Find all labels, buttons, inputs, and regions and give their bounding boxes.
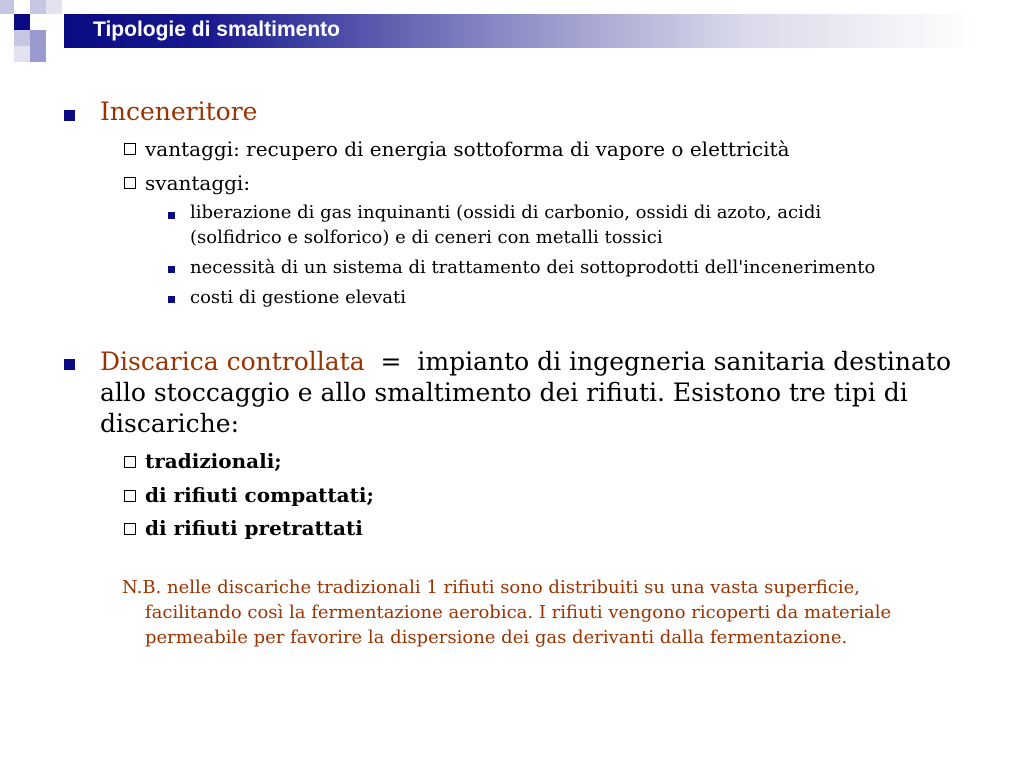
hollow-square-icon (124, 177, 136, 189)
discarica-type-3: di rifiuti pretrattati (145, 516, 363, 540)
vantaggi-text: vantaggi: recupero di energia sottoforma di vapore o elettricità (145, 137, 790, 161)
hollow-square-icon (124, 490, 136, 502)
small-bullet-icon (168, 266, 175, 273)
corner-square-dark (14, 14, 30, 30)
svantaggio-item-1a: liberazione di gas inquinanti (ossidi di carbonio, ossidi di azoto, acidi (190, 202, 822, 223)
slide-title: Tipologie di smaltimento (93, 18, 340, 41)
discarica-def-3: discariche: (100, 409, 240, 438)
corner-square-mid (30, 30, 46, 46)
note-line-1: N.B. nelle discariche tradizionali 1 rifiuti sono distribuiti su una vasta superficie, (122, 577, 860, 598)
bullet-square-icon (64, 359, 75, 370)
corner-square-light (30, 0, 46, 14)
svantaggio-item-3: costi di gestione elevati (190, 287, 407, 308)
equals-sign: = (380, 347, 402, 376)
discarica-type-2: di rifiuti compattati; (145, 483, 374, 507)
hollow-square-icon (124, 456, 136, 468)
note-line-3: permeabile per favorire la dispersione dei gas derivanti dalla fermentazione. (145, 627, 848, 648)
hollow-square-icon (124, 523, 136, 535)
corner-square-mid (30, 46, 46, 62)
discarica-type-1: tradizionali; (145, 449, 282, 473)
hollow-square-icon (124, 143, 136, 155)
note-line-2: facilitando così la fermentazione aerobica. I rifiuti vengono ricoperti da materiale (145, 602, 892, 623)
corner-square-light (46, 0, 62, 14)
svantaggio-item-1b: (solfidrico e solforico) e di ceneri con metalli tossici (190, 227, 663, 248)
corner-square-light (14, 30, 30, 46)
svantaggio-item-2: necessità di un sistema di trattamento dei sottoprodotti dell'incenerimento (190, 257, 876, 278)
discarica-def-2: allo stoccaggio e allo smaltimento dei rifiuti. Esistono tre tipi di (100, 378, 908, 407)
discarica-def-1: impianto di ingegneria sanitaria destinato (417, 347, 952, 376)
corner-square-light (0, 0, 14, 14)
corner-square-light (14, 46, 30, 62)
small-bullet-icon (168, 296, 175, 303)
section-inceneritore-heading: Inceneritore (100, 97, 258, 126)
discarica-line1 (100, 347, 980, 377)
small-bullet-icon (168, 212, 175, 219)
discarica-heading: Discarica controllata (100, 347, 365, 376)
svantaggi-text: svantaggi: (145, 171, 251, 195)
bullet-square-icon (64, 110, 75, 121)
